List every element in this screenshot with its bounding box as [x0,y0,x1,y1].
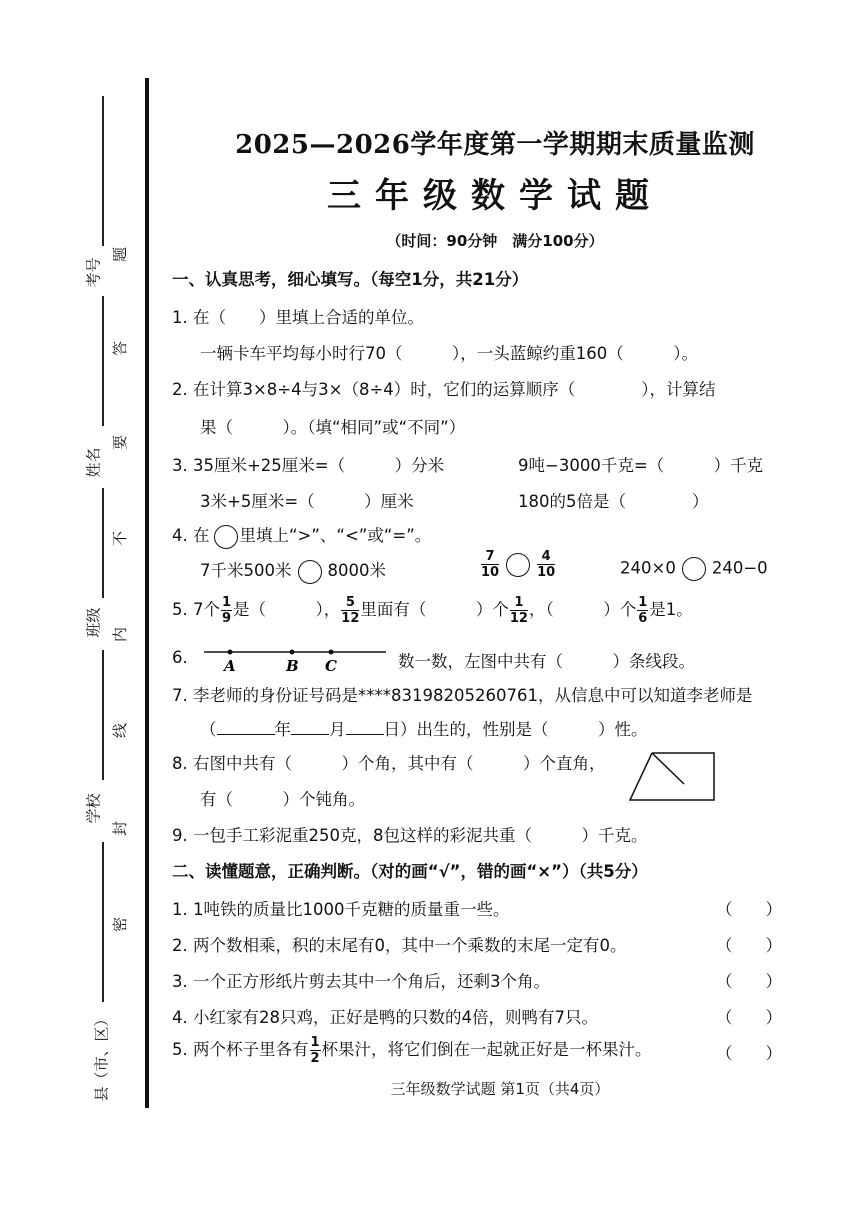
q6-text: 数一数，左图中共有（ ）条线段。 [398,652,695,671]
seal-char-4: 不 [111,530,130,547]
banji-label: 班级 [84,607,103,638]
judge-answer-2[interactable]: （ ） [716,936,782,955]
point-B [290,650,295,655]
q5-text-1: 5. 7个 [172,600,220,619]
q3-item4: 180的5倍是（ ） [518,492,709,511]
quadrilateral-outline [630,753,714,800]
fraction-1-6: $\frac{1}{6}$ [638,595,648,626]
section1-heading: 一、认真思考，细心填写。（每空1分，共21分） [172,270,529,289]
q3-item3: 3米+5厘米=（ ）厘米 [200,492,414,511]
kaohao-label: 考号 [84,257,103,288]
q1-sentence: 一辆卡车平均每小时行70（ ），一头蓝鲸约重160（ ）。 [200,344,698,363]
seal-char-1: 题 [111,246,130,263]
fraction-7-10: $\frac{7}{10}$ [481,549,500,580]
judge-item-5-pre: 5. 两个杯子里各有 [172,1040,309,1059]
q7-day-blank[interactable] [346,720,384,735]
compare-circle-example [214,525,238,549]
judge-answer-4[interactable]: （ ） [716,1008,782,1027]
fraction-5-12: $\frac{5}{12}$ [341,595,360,626]
fraction-1-12: $\frac{1}{12}$ [509,595,528,626]
q1-prompt: 1. 在（ ）里填上合适的单位。 [172,308,424,327]
xuexiao-label: 学校 [84,793,103,824]
judge-item-5 [172,1036,652,1065]
judge-answer-3[interactable]: （ ） [716,972,782,991]
point-A-label: A [224,657,236,675]
q5-text-2: 是（ ）， [233,600,341,619]
point-A [228,650,233,655]
q4-compare-1 [200,557,386,584]
q7-month-label: 月 [329,720,346,739]
seal-char-8: 密 [111,916,130,933]
q2-line2: 果（ ）。（填“相同”或“不同”） [200,418,466,437]
q4-compare-3-left: 240×0 [620,558,676,578]
fraction-1-2: $\frac{1}{2}$ [310,1035,320,1066]
q8-line1: 8. 右图中共有（ ）个角，其中有（ ）个直角， [172,754,606,773]
seal-char-2: 答 [111,340,130,357]
q9: 9. 一包手工彩泥重250克，8包这样的彩泥共重（ ）千克。 [172,826,648,845]
q5-text-4: ，（ ）个 [528,600,637,619]
seal-char-3: 要 [111,434,130,451]
binding-line [145,78,149,1108]
seal-char-6: 线 [111,722,130,739]
q5-line [172,596,693,625]
compare-circle-3[interactable] [682,557,706,581]
judge-item-5-post: 杯果汁，将它们倒在一起就正好是一杯果汁。 [321,1040,652,1059]
xingming-blank-line [102,296,104,426]
page-footer: 三年级数学试题 第1页（共4页） [390,1080,610,1098]
kaohao-blank-line [102,96,104,246]
judge-item-4: 4. 小红家有28只鸡，正好是鸭的只数的4倍，则鸭有7只。 [172,1008,598,1027]
exam-subject-title: 三年级数学试题 [327,176,663,216]
angle-figure [624,748,720,806]
judge-item-1: 1. 1吨铁的质量比1000千克糖的质量重一些。 [172,900,510,919]
seal-char-7: 封 [111,820,130,837]
exam-time-score: （时间：90分钟 满分100分） [386,232,604,250]
q4-compare-1-left: 7千米500米 [200,561,292,580]
q2-line1: 2. 在计算3×8÷4与3×（8÷4）时，它们的运算顺序（ ），计算结 [172,380,716,399]
q4-compare-1-right: 8000米 [327,561,386,580]
fraction-4-10: $\frac{4}{10}$ [537,549,556,580]
q7-open-paren: （ [200,720,217,739]
banji-blank-line [102,488,104,598]
q4-suffix: 里填上“>”、“<”或“=”。 [239,526,432,545]
q7-month-blank[interactable] [291,720,329,735]
xingming-label: 姓名 [84,447,103,478]
q7-rest: 日）出生的，性别是（ ）性。 [383,720,648,739]
q7-line1: 7. 李老师的身份证号码是****83198205260761，从信息中可以知道李老师是 [172,686,753,705]
xian-label: 县（市、区） [92,1011,111,1102]
inner-line [652,753,684,784]
compare-circle-2[interactable] [506,553,530,577]
judge-answer-1[interactable]: （ ） [716,900,782,919]
q7-year-label: 年 [274,720,291,739]
q3-item1: 3. 35厘米+25厘米=（ ）分米 [172,456,445,475]
point-C [329,650,334,655]
exam-title: 2025—2026学年度第一学期期末质量监测 [235,130,755,160]
judge-item-3: 3. 一个正方形纸片剪去其中一个角后，还剩3个角。 [172,972,550,991]
q4-compare-3-right: 240−0 [711,558,768,578]
xian-blank-line [102,842,104,1002]
q3-item2: 9吨−3000千克=（ ）千克 [518,456,764,475]
q4-prompt [172,522,431,549]
q4-compare-2 [480,550,556,579]
section2-heading: 二、读懂题意，正确判断。（对的画“√”，错的画“×”）（共5分） [172,862,648,881]
judge-item-2: 2. 两个数相乘，积的末尾有0，其中一个乘数的末尾一定有0。 [172,936,627,955]
q4-prefix: 4. 在 [172,526,210,545]
q5-text-5: 是1。 [649,600,693,619]
line-segment-diagram [200,640,390,676]
q4-compare-3 [620,557,768,581]
compare-circle-1[interactable] [298,560,322,584]
xuexiao-blank-line [102,650,104,780]
point-B-label: B [286,657,299,675]
judge-answer-5[interactable]: （ ） [716,1044,782,1063]
q7-line2 [200,716,648,740]
q6-number: 6. [172,648,188,667]
q5-text-3: 里面有（ ）个 [360,600,509,619]
q7-year-blank[interactable] [217,720,275,735]
point-C-label: C [325,657,337,675]
q8-line2: 有（ ）个钝角。 [200,790,365,809]
fraction-1-9: $\frac{1}{9}$ [222,595,232,626]
seal-char-5: 内 [111,626,130,643]
